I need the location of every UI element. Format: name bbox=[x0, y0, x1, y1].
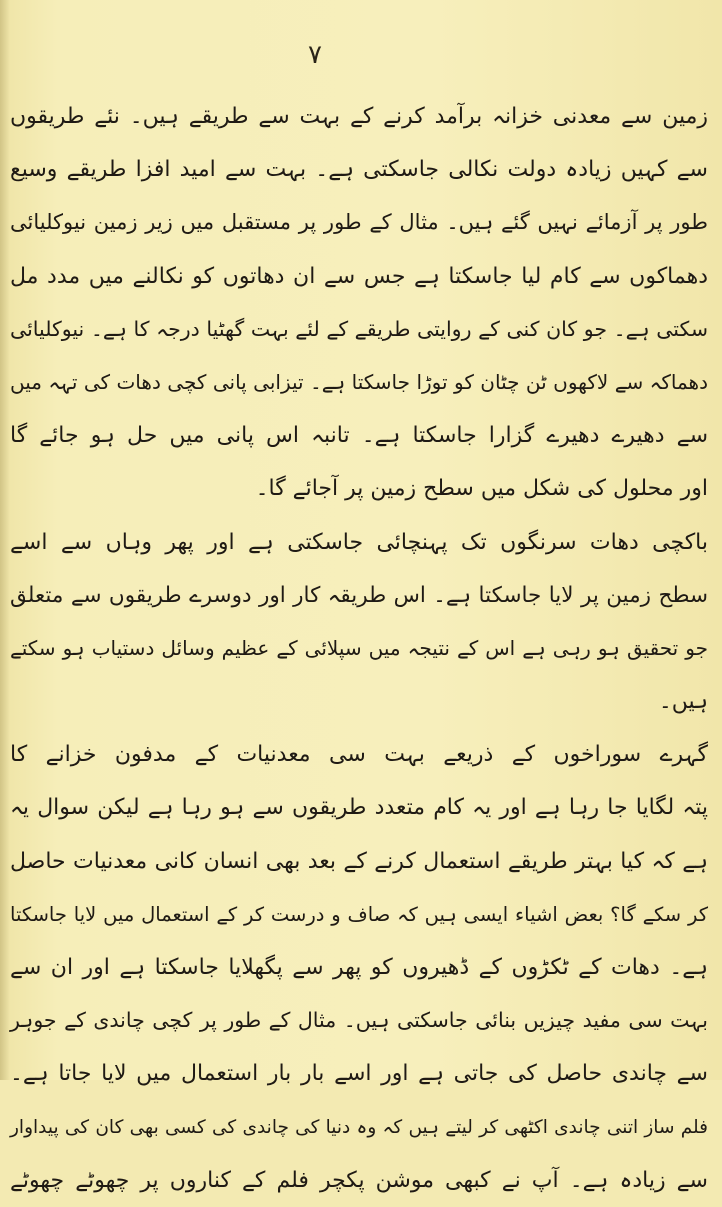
text-line: ہے۔ دھات کے ٹکڑوں کے ڈھیروں کو پھر سے پگھلایا جاسکتا ہے اور ان سے bbox=[10, 955, 708, 980]
text-line: سے چاندی حاصل کی جاتی ہے اور اسے بار بار استعمال میں لایا جاتا ہے۔ bbox=[10, 1061, 708, 1087]
text-line: زمین سے معدنی خزانہ برآمد کرنے کے بہت سے طریقے ہیں۔ نئے طریقوں bbox=[10, 104, 708, 129]
text-line: سے دھیرے دھیرے گزارا جاسکتا ہے۔ تانبہ اس پانی میں حل ہو جائے گا bbox=[10, 423, 708, 449]
body-text bbox=[10, 90, 708, 1207]
page-number: ٧ bbox=[308, 40, 322, 70]
text-line: گہرے سوراخوں کے ذریعے بہت سی معدنیات کے مدفون خزانے کا bbox=[10, 742, 708, 768]
text-line: بہت سی مفید چیزیں بنائی جاسکتی ہیں۔ مثال کے طور پر کچی چاندی کے جوہر bbox=[10, 1008, 708, 1033]
text-line: کر سکے گا؟ بعض اشیاء ایسی ہیں کہ صاف و درست کر کے استعمال میں لایا جاسکتا bbox=[10, 902, 708, 926]
text-line: سکتی ہے۔ جو کان کنی کے روایتی طریقے کے لئے بہت گھٹیا درجہ کا ہے۔ نیوکلیائی bbox=[10, 316, 708, 341]
text-line: طور پر آزمائے نہیں گئے ہیں۔ مثال کے طور پر مستقبل میں زیر زمین نیوکلیائی bbox=[10, 210, 708, 235]
text-line: جو تحقیق ہو رہی ہے اس کے نتیجہ میں سپلائی کے عظیم وسائل دستیاب ہو سکتے bbox=[10, 635, 708, 660]
text-line: باکچی دھات سرنگوں تک پہنچائی جاسکتی ہے اور پھر وہاں سے اسے bbox=[10, 529, 708, 555]
page-gutter-shadow bbox=[0, 0, 10, 1080]
text-line: سے زیادہ ہے۔ آپ نے کبھی موشن پکچر فلم کے کناروں پر چھوٹے چھوٹے bbox=[10, 1167, 708, 1193]
text-line: سطح زمین پر لایا جاسکتا ہے۔ اس طریقہ کار اور دوسرے طریقوں سے متعلق bbox=[10, 582, 708, 608]
text-line: سے کہیں زیادہ دولت نکالی جاسکتی ہے۔ بہت سے امید افزا طریقے وسیع bbox=[10, 157, 708, 183]
text-line: اور محلول کی شکل میں سطح زمین پر آجائے گا۔ bbox=[255, 476, 708, 502]
text-line: پتہ لگایا جا رہا ہے اور یہ کام متعدد طریقوں سے ہو رہا ہے لیکن سوال یہ bbox=[10, 795, 708, 821]
text-line: فلم ساز اتنی چاندی اکٹھی کر لیتے ہیں کہ وہ دنیا کی چاندی کی کسی بھی کان کی پیداوار bbox=[10, 1116, 708, 1138]
text-line: دھماکوں سے کام لیا جاسکتا ہے جس سے ان دھاتوں کو نکالنے میں مدد مل bbox=[10, 263, 708, 289]
text-line: ہیں۔ bbox=[658, 689, 708, 715]
text-line: دھماکہ سے لاکھوں ٹن چٹان کو توڑا جاسکتا ہے۔ تیزابی پانی کچی دھات کی تہہ میں bbox=[10, 369, 708, 394]
text-line: ہے کہ کیا بہتر طریقے استعمال کرنے کے بعد بھی انسان کانی معدنیات حاصل bbox=[10, 848, 708, 874]
